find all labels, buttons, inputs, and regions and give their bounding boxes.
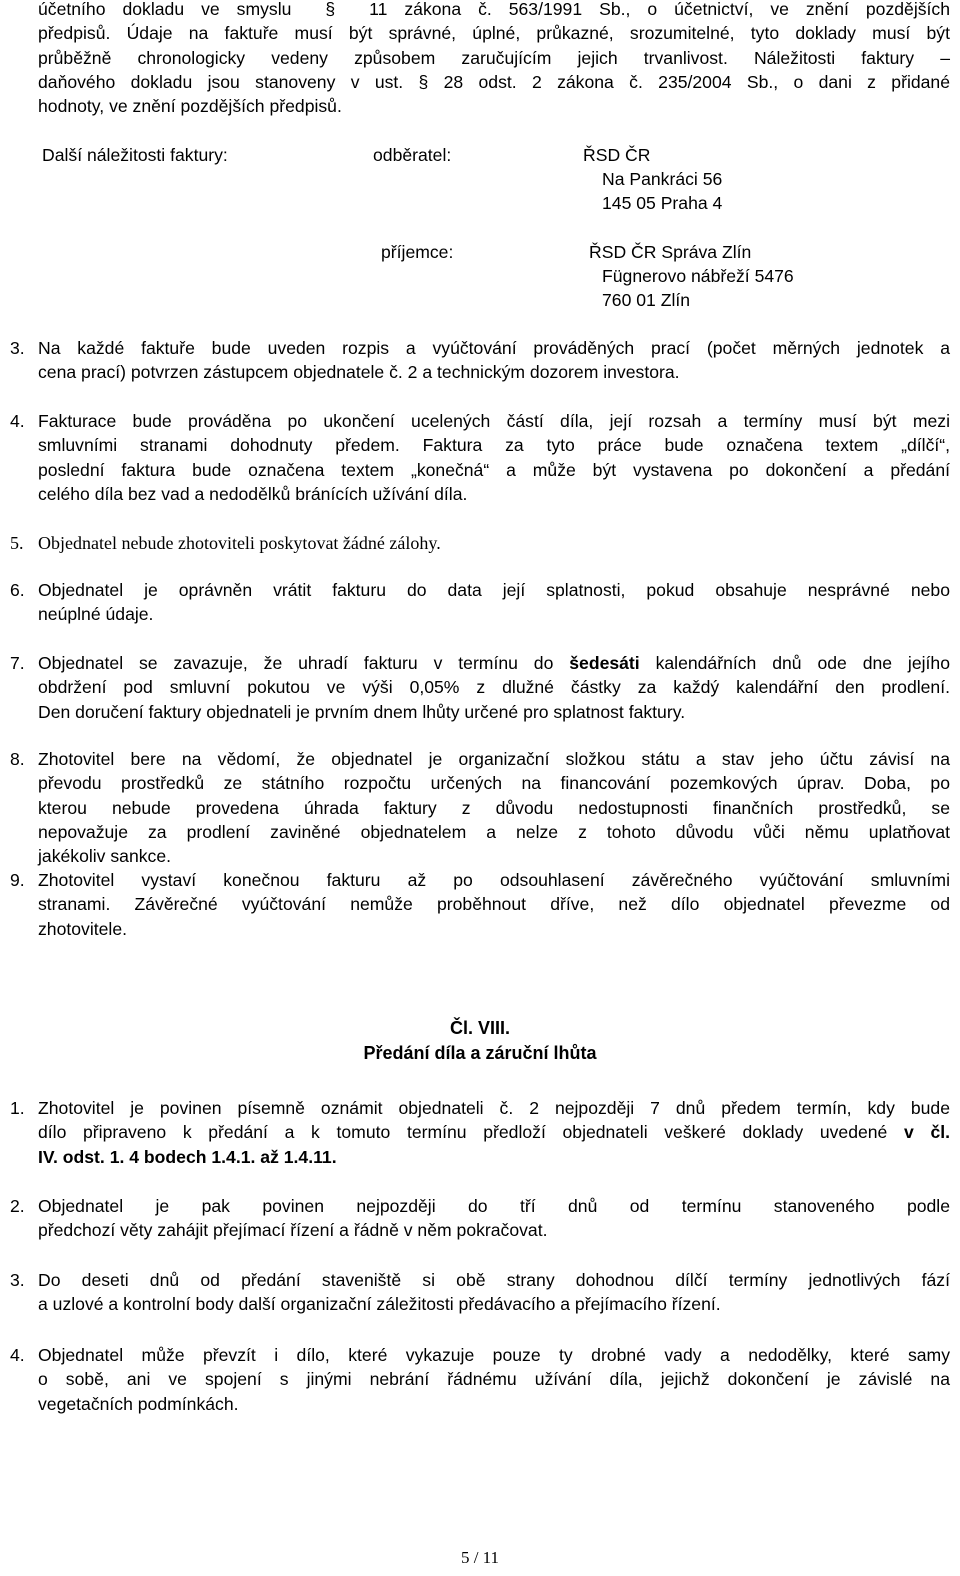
intro-paragraph — [38, 0, 950, 118]
customer-name: ŘSD ČR — [583, 145, 651, 165]
article-number: Čl. VIII. — [449, 1018, 510, 1038]
list-item: 6. Objednatel je oprávněn vrátit fakturu do data její splatnosti, pokud obsahuje nesprávné nebo neúplné údaje. — [10, 580, 950, 625]
customer-label: odběratel: — [373, 145, 452, 165]
list-item: 3. Do deseti dnů od předání staveniště si obě strany dohodnou dílčí termíny jednotlivých fází a uzlové a kontrolní body další organizační záležitosti předávacího a přejímacího řízení. — [10, 1270, 950, 1315]
list-item: 1. Zhotovitel je povinen písemně oznámit objednateli č. 2 nejpozději 7 dnů předem termín, kdy bude dílo připraveno k předání a k tomuto termínu předloží objednateli veškeré doklady uvedené v čl. IV. odst. 1. 4 bodech 1.4.1. až 1.4.11. — [10, 1098, 951, 1167]
invoice-details-label: Další náležitosti faktury: — [42, 145, 228, 165]
list-item: 2. Objednatel je pak povinen nejpozději do tří dnů od termínu stanoveného podle předchozí věty zahájit přejímací řízení a řádně v něm pokračovat. — [10, 1196, 950, 1241]
recipient-label: příjemce: — [381, 242, 454, 262]
recipient-street: Fügnerovo nábřeží 5476 — [602, 266, 794, 286]
article-title: Předání díla a záruční lhůta — [363, 1043, 597, 1063]
list-item: 9. Zhotovitel vystaví konečnou fakturu až po odsouhlasení závěrečného vyúčtování smluvními stranami. Závěrečné vyúčtování nemůže proběhnout dříve, než dílo objednatel převezme od zhotovitele. — [10, 870, 950, 939]
list-item: 3. Na každé faktuře bude uveden rozpis a vyúčtování prováděných prací (počet měrných jednotek a cena prací) potvrzen zástupcem objednatele č. 2 a technickým dozorem investora. — [10, 338, 950, 383]
customer-street: Na Pankráci 56 — [602, 169, 723, 189]
list-item: 7. Objednatel se zavazuje, že uhradí fakturu v termínu do šedesáti kalendářních dnů ode dne jejího obdržení pod smluvní pokutou ve výši 0,05% z dlužné částky za každý kalendářní den prodlení. Den doručení faktury objednateli je prvním dnem lhůty určené pro splatnost faktury. — [10, 653, 950, 722]
bold-reference: v čl. — [904, 1122, 951, 1143]
customer-city: 145 05 Praha 4 — [602, 193, 723, 213]
list-item: 4. Objednatel může převzít i dílo, které vykazuje pouze ty drobné vady a nedodělky, které samy o sobě, ani ve spojení s jinými nebrání řádnému užívání díla, jejichž dokončení je závislé na vegetačních podmínkách. — [10, 1345, 950, 1414]
recipient-city: 760 01 Zlín — [602, 290, 691, 310]
intro-line-3: průběžně chronologicky vedeny způsobem zaručujícím jejich trvanlivost. Náležitosti faktury – — [38, 47, 950, 68]
bold-term: šedesáti — [569, 653, 640, 673]
recipient-name: ŘSD ČR Správa Zlín — [589, 242, 752, 262]
intro-line-2: předpisů. Údaje na faktuře musí být správné, úplné, průkazné, srozumitelné, tyto doklady musí být — [38, 23, 950, 44]
list-item: 5. Objednatel nebude zhotoviteli poskytovat žádné zálohy. — [10, 533, 441, 553]
page-number: 5 / 11 — [460, 1548, 500, 1567]
intro-line-1: účetního dokladu ve smyslu § 11 zákona č. 563/1991 Sb., o účetnictví, ve znění pozdějších — [38, 0, 951, 19]
intro-line-4: daňového dokladu jsou stanoveny v ust. § 28 odst. 2 zákona č. 235/2004 Sb., o dani z přidané — [38, 71, 950, 92]
list-item: 8. Zhotovitel bere na vědomí, že objednatel je organizační složkou státu a stav jeho účtu závisí na převodu prostředků ze státního rozpočtu určených na financování pozemkových úprav. Doba, po kterou nebude provedena úhrada faktury z důvodu nedostupnosti finančních prostředků, se nepovažuje za prodlení zaviněné objednatelem a nelze z tohoto důvodu vůči němu uplatňovat jakékoliv sankce. — [10, 749, 950, 867]
intro-line-5: hodnoty, ve znění pozdějších předpisů. — [38, 96, 342, 117]
bold-reference: IV. odst. 1. 4 bodech 1.4.1. až 1.4.11. — [38, 1146, 337, 1167]
list-item: 4. Fakturace bude prováděna po ukončení ucelených částí díla, její rozsah a termíny musí být mezi smluvními stranami dohodnuty předem. Faktura za tyto práce bude označena textem „dílčí“, poslední faktura bude označena textem „konečná“ a může být vystavena po dokončení a předání celého díla bez vad a nedodělků bránících užívání díla. — [10, 411, 950, 504]
